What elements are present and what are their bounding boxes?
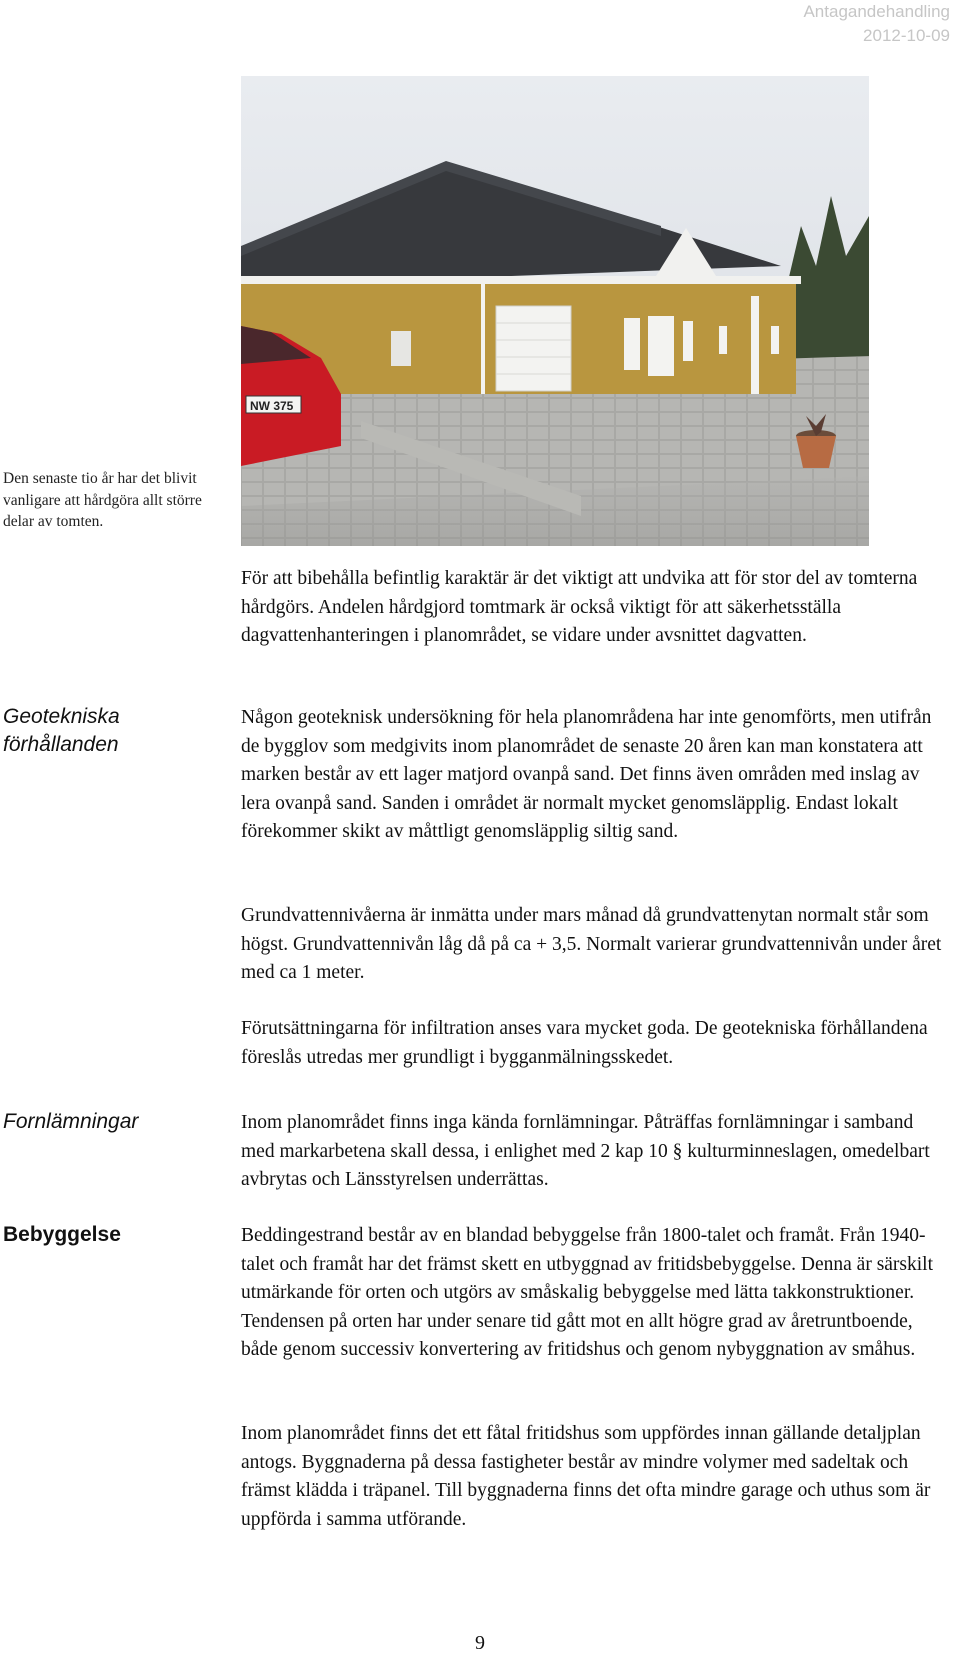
license-plate-text: NW 375 xyxy=(250,399,294,413)
page-number: 9 xyxy=(475,1632,485,1654)
page-header xyxy=(803,0,950,48)
heading-geotechnical: Geotekniska förhållanden xyxy=(3,705,120,756)
photo-caption: Den senaste tio år har det blivit vanligare att hårdgöra allt större delar av tomten. xyxy=(3,470,202,530)
buildings-paragraph-1: Beddingestrand består av en blandad bebyggelse från 1800-talet och framåt. Från 1940-talet och framåt har det främst skett en utbyggnad av fritidsbebyggelse. Denna är särskilt utmärkande för orten och utgörs av småskalig bebyggelse med lätta takkonstruktioner. Tendensen på orten har under senare tid gått mot en allt högre grad av åretruntboende, både genom successiv konvertering av fritidshus och genom nybyggnation av småhus. xyxy=(241,1225,934,1360)
document-date: 2012-10-09 xyxy=(863,26,950,45)
geotechnical-paragraph-3: Förutsättningarna för infiltration anses vara mycket goda. De geotekniska förhållandena föreslås utredas mer grundligt i bygganmälningsskedet. xyxy=(241,1018,928,1068)
intro-paragraph: För att bibehålla befintlig karaktär är det viktigt att undvika att för stor del av tomterna hårdgörs. Andelen hårdgjord tomtmark är också viktigt för att säkerhetsställa dagvattenhanteringen i planområdet, se vidare under avsnittet dagvatten. xyxy=(241,568,918,646)
geotechnical-paragraph-2: Grundvattennivåerna är inmätta under mars månad då grundvattenytan normalt står som högst. Grundvattennivån låg då på ca + 3,5. Normalt varierar grundvattennivån under året med ca 1 meter. xyxy=(241,905,942,983)
heading-buildings: Bebyggelse xyxy=(3,1223,121,1246)
geotechnical-paragraph-1: Någon geoteknisk undersökning för hela planområdena har inte genomförts, men utifrån de bygglov som medgivits inom planområdet de senaste 20 åren kan man konstatera att marken består av ett lager matjord ovanpå sand. Det finns även områden med inslag av lera ovanpå sand. Sanden i området är normalt mycket genomsläpplig. Endast lokalt förekommer skikt av måttligt genomsläpplig siltig sand. xyxy=(241,707,932,842)
ancient-remains-paragraph: Inom planområdet finns inga kända fornlämningar. Påträffas fornlämningar i samband med markarbetena skall dessa, i enlighet med 2 kap 10 § kulturminneslagen, omedelbart avbrytas och Länsstyrelsen underrättas. xyxy=(241,1112,930,1190)
heading-ancient-remains: Fornlämningar xyxy=(3,1110,139,1133)
house-photo xyxy=(241,76,869,546)
document-status: Antagandehandling xyxy=(803,2,950,21)
buildings-paragraph-2: Inom planområdet finns det ett fåtal fritidshus som uppfördes innan gällande detaljplan antogs. Byggnaderna på dessa fastigheter består av mindre volymer med sadeltak och främst klädda i träpanel. Till byggnaderna finns det ofta mindre garage och uthus som är uppförda i samma utförande. xyxy=(241,1423,931,1530)
